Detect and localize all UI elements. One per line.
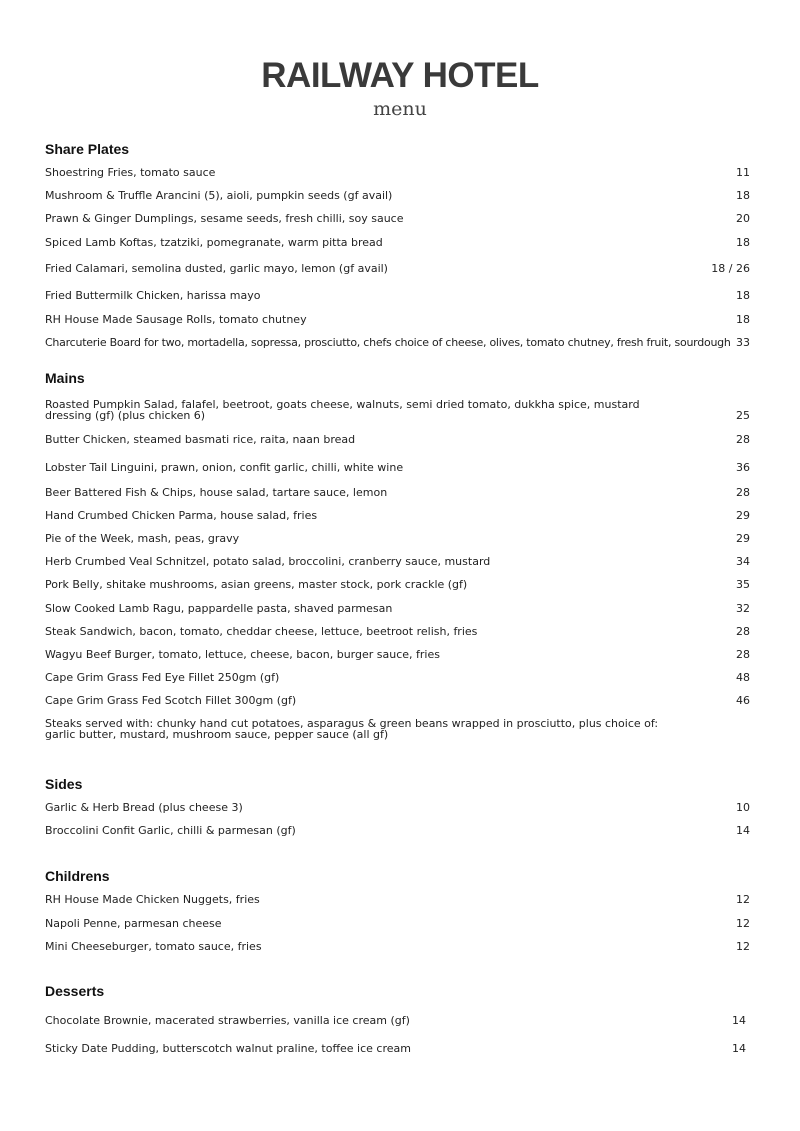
menu-item-price: 18 bbox=[736, 313, 750, 326]
menu-item-price: 12 bbox=[736, 893, 750, 906]
menu-item-name: Prawn & Ginger Dumplings, sesame seeds, fresh chilli, soy sauce bbox=[45, 212, 404, 225]
menu-item-name: Lobster Tail Linguini, prawn, onion, confit garlic, chilli, white wine bbox=[45, 461, 404, 474]
menu-item-name: Wagyu Beef Burger, tomato, lettuce, cheese, bacon, burger sauce, fries bbox=[45, 648, 440, 661]
menu-item-price: 28 bbox=[736, 625, 750, 638]
menu-item-price: 18 bbox=[736, 236, 750, 249]
menu-item-name: Shoestring Fries, tomato sauce bbox=[45, 166, 216, 179]
menu-item-price: 10 bbox=[736, 801, 750, 814]
menu-item-price: 12 bbox=[736, 917, 750, 930]
menu-item-price: 18 bbox=[736, 289, 750, 302]
menu-item-price: 48 bbox=[736, 671, 750, 684]
menu-item-name: Pork Belly, shitake mushrooms, asian greens, master stock, pork crackle (gf) bbox=[45, 578, 468, 591]
menu-item-price: 35 bbox=[736, 578, 750, 591]
menu-item-price: 36 bbox=[736, 461, 750, 474]
menu-item-name: Mushroom & Truffle Arancini (5), aioli, pumpkin seeds (gf avail) bbox=[45, 189, 393, 202]
section-title-share-plates: Share Plates bbox=[45, 141, 130, 157]
menu-item-name: Butter Chicken, steamed basmati rice, raita, naan bread bbox=[45, 433, 356, 446]
menu-item-price: 25 bbox=[736, 409, 750, 422]
menu-item-price: 12 bbox=[736, 940, 750, 953]
restaurant-title: RAILWAY HOTEL bbox=[261, 56, 539, 95]
section-title-mains: Mains bbox=[45, 370, 85, 386]
menu-item-price: 33 bbox=[736, 336, 750, 349]
menu-item-name: Chocolate Brownie, macerated strawberries, vanilla ice cream (gf) bbox=[45, 1014, 410, 1027]
menu-item-name: Sticky Date Pudding, butterscotch walnut praline, toffee ice cream bbox=[45, 1042, 411, 1055]
menu-item-name: Fried Buttermilk Chicken, harissa mayo bbox=[45, 289, 261, 302]
menu-item-price: 20 bbox=[736, 212, 750, 225]
menu-item-name: Spiced Lamb Koftas, tzatziki, pomegranate, warm pitta bread bbox=[45, 236, 383, 249]
menu-item-name: Roasted Pumpkin Salad, falafel, beetroot, goats cheese, walnuts, semi dried tomato, dukkha spice, mustard dressing (gf) (plus chicken 6) bbox=[45, 398, 640, 422]
menu-item-price: 18 / 26 bbox=[711, 262, 750, 275]
menu-item-price: 18 bbox=[736, 189, 750, 202]
menu-item-name: Charcuterie Board for two, mortadella, sopressa, prosciutto, chefs choice of cheese, olives, tomato chutney, fresh fruit, sourdough bbox=[45, 336, 731, 349]
menu-item-price: 14 bbox=[732, 1042, 746, 1055]
menu-item-name: Beer Battered Fish & Chips, house salad, tartare sauce, lemon bbox=[45, 486, 388, 499]
menu-item-price: 29 bbox=[736, 532, 750, 545]
menu-item-name: Cape Grim Grass Fed Eye Fillet 250gm (gf) bbox=[45, 671, 280, 684]
menu-item-name: Slow Cooked Lamb Ragu, pappardelle pasta, shaved parmesan bbox=[45, 602, 393, 615]
menu-subtitle: menu bbox=[373, 98, 427, 120]
menu-item-name: RH House Made Sausage Rolls, tomato chutney bbox=[45, 313, 307, 326]
menu-item-name: Napoli Penne, parmesan cheese bbox=[45, 917, 222, 930]
steaks-note: Steaks served with: chunky hand cut potatoes, asparagus & green beans wrapped in prosciutto, plus choice of: garlic butter, mustard, mushroom sauce, pepper sauce (all gf) bbox=[45, 717, 659, 741]
menu-item-name: Mini Cheeseburger, tomato sauce, fries bbox=[45, 940, 262, 953]
menu-item-name: Cape Grim Grass Fed Scotch Fillet 300gm (gf) bbox=[45, 694, 297, 707]
menu-item-price: 46 bbox=[736, 694, 750, 707]
section-title-childrens: Childrens bbox=[45, 868, 110, 884]
section-title-sides: Sides bbox=[45, 776, 83, 792]
menu-item-price: 28 bbox=[736, 486, 750, 499]
menu-item-price: 11 bbox=[736, 166, 750, 179]
menu-item-price: 28 bbox=[736, 433, 750, 446]
menu-item-price: 14 bbox=[736, 824, 750, 837]
menu-item-name: Pie of the Week, mash, peas, gravy bbox=[45, 532, 240, 545]
menu-item-price: 29 bbox=[736, 509, 750, 522]
menu-item-name: Steak Sandwich, bacon, tomato, cheddar cheese, lettuce, beetroot relish, fries bbox=[45, 625, 478, 638]
menu-item-price: 32 bbox=[736, 602, 750, 615]
menu-item-name: Broccolini Confit Garlic, chilli & parmesan (gf) bbox=[45, 824, 296, 837]
menu-item-name: Herb Crumbed Veal Schnitzel, potato salad, broccolini, cranberry sauce, mustard bbox=[45, 555, 491, 568]
menu-item-price: 14 bbox=[732, 1014, 746, 1027]
section-title-desserts: Desserts bbox=[45, 983, 105, 999]
menu-item-name: RH House Made Chicken Nuggets, fries bbox=[45, 893, 260, 906]
menu-item-name: Fried Calamari, semolina dusted, garlic mayo, lemon (gf avail) bbox=[45, 262, 388, 275]
menu-item-price: 34 bbox=[736, 555, 750, 568]
menu-item-name: Garlic & Herb Bread (plus cheese 3) bbox=[45, 801, 243, 814]
menu-item-price: 28 bbox=[736, 648, 750, 661]
menu-item-name: Hand Crumbed Chicken Parma, house salad, fries bbox=[45, 509, 318, 522]
